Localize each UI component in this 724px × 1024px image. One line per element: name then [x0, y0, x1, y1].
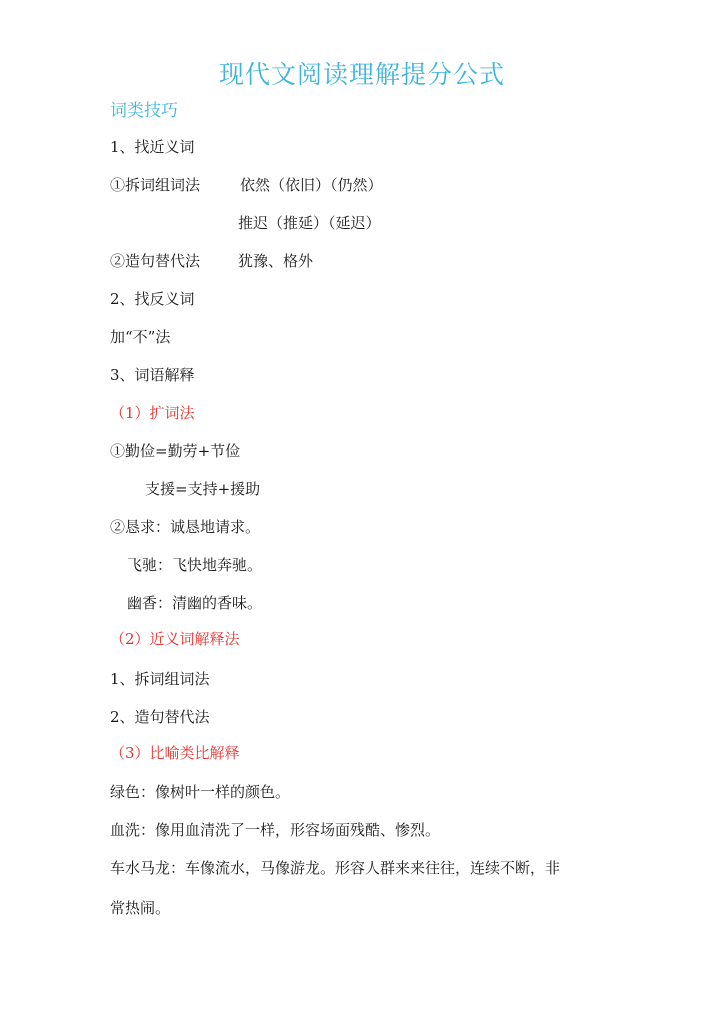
section-heading: 词类技巧: [110, 101, 178, 121]
example-lvse: 绿色：像树叶一样的颜色。: [110, 783, 291, 801]
item-sentence-substitute: 2、造句替代法: [110, 708, 210, 726]
document-title: 现代文阅读理解提分公式: [218, 60, 505, 89]
example-kenqiu: ②恳求：诚恳地请求。: [110, 518, 261, 536]
example-cheshuimalong-cont: 常热闹。: [110, 899, 171, 917]
subheading-expand: （1）扩词法: [110, 404, 195, 422]
item-split-words: 1、拆词组词法: [110, 670, 210, 688]
subheading-synonym-explain: （2）近义词解释法: [110, 630, 240, 648]
example-cheshuimalong: 车水马龙：车像流水，马像游龙。形容人群来来往往，连续不断，非: [110, 859, 561, 877]
item-word-explanation: 3、词语解释: [110, 366, 195, 384]
method-add-bu: 加“不”法: [110, 328, 171, 346]
example-tuichi: 推迟（推延）（延迟）: [238, 214, 381, 232]
example-feichi: 飞驰：飞快地奔驰。: [127, 556, 263, 574]
example-zhiyuan: 支援=支持+援助: [145, 480, 261, 498]
example-youxiang: 幽香：清幽的香味。: [127, 594, 263, 612]
subheading-metaphor: （3）比喻类比解释: [110, 744, 240, 762]
item-find-synonyms: 1、找近义词: [110, 138, 195, 156]
method-split-words: ①拆词组词法: [110, 176, 201, 194]
example-yiran: 依然（依旧）（仍然）: [240, 176, 383, 194]
method-sentence-substitute: ②造句替代法: [110, 252, 201, 270]
example-youyu: 犹豫、格外: [238, 252, 314, 270]
example-xuexi: 血洗：像用血清洗了一样，形容场面残酷、惨烈。: [110, 821, 441, 839]
item-find-antonyms: 2、找反义词: [110, 290, 195, 308]
example-qinjian: ①勤俭=勤劳+节俭: [110, 442, 241, 460]
